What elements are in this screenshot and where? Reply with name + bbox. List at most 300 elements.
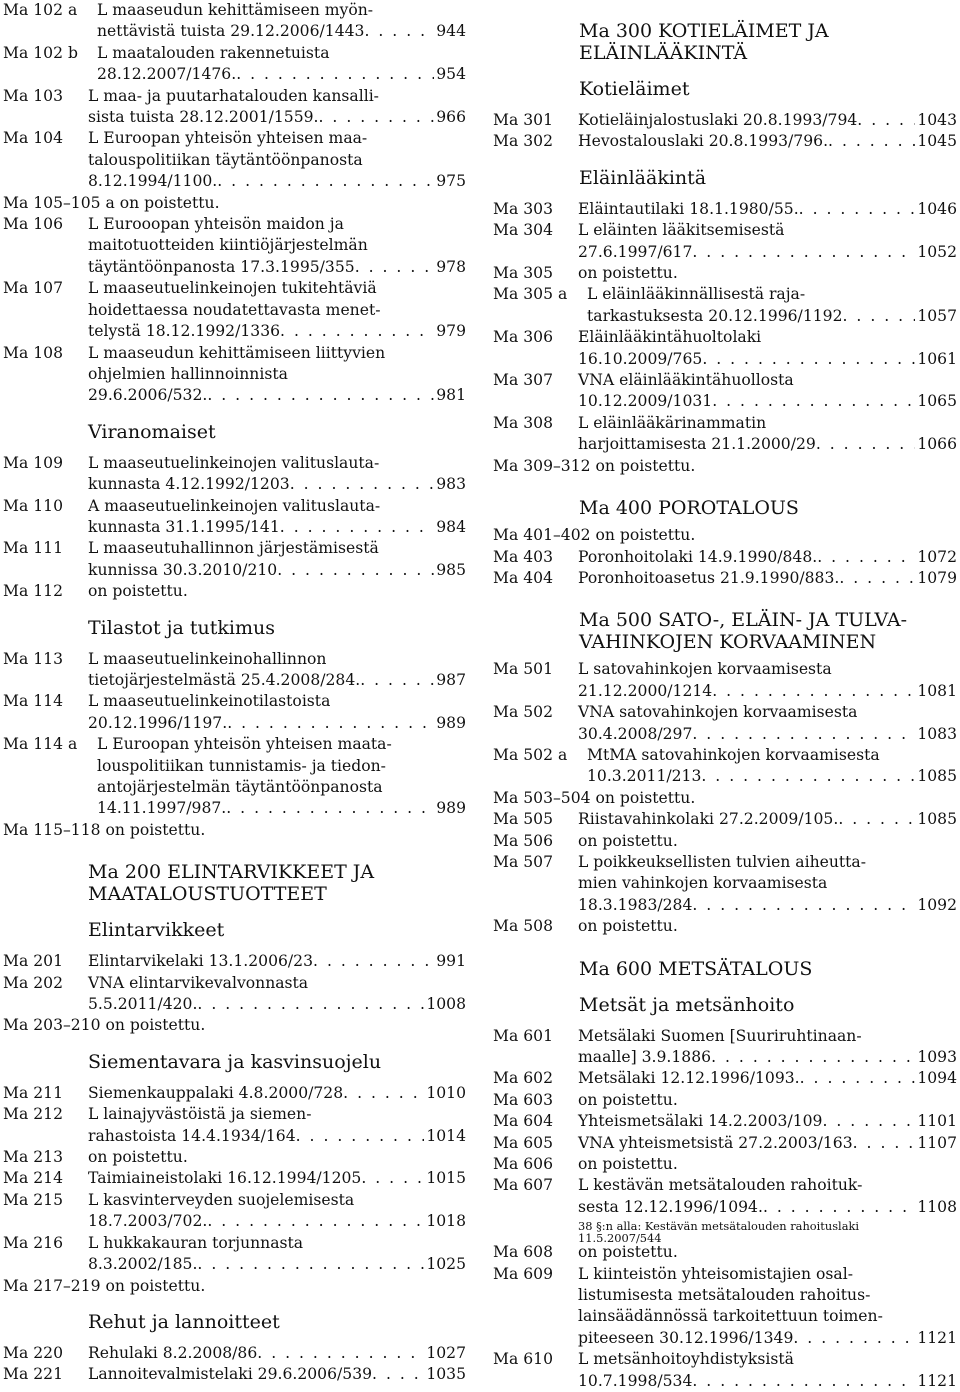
entry-last-line (88, 994, 466, 1015)
entry-title-line: L metsänhoitoyhdistyksistä (578, 1350, 794, 1369)
dot-leader (197, 1254, 424, 1275)
entry-last-line (578, 809, 957, 830)
entry-title-line: L lainajyvästöistä ja siemen- (88, 1105, 312, 1124)
entry-last-line (578, 1328, 957, 1349)
entry-code: Ma 102 b (3, 43, 78, 62)
dot-leader (236, 64, 434, 85)
index-entry (493, 1133, 957, 1154)
entry-title-line: L maaseudun kehittämiseen myön- (97, 1, 374, 19)
entry-last-line (578, 242, 957, 263)
entry-code: Ma 202 (3, 973, 63, 992)
main-heading-line: Ma 300 KOTIELÄIMET JA (579, 20, 829, 42)
entry-title-line: L Eurooopan yhteisön maidon ja (88, 215, 344, 234)
dot-leader (360, 670, 434, 691)
index-entry (493, 1068, 957, 1089)
page-number: 1065 (917, 392, 957, 411)
entry-title-line: MtMA satovahinkojen korvaamisesta (587, 745, 880, 764)
dot-leader (763, 1197, 915, 1218)
index-entry (493, 745, 957, 788)
entry-title-line: Metsälaki 12.12.1996/1093. (578, 1069, 800, 1088)
index-entry (3, 691, 466, 734)
page-number: 991 (436, 952, 466, 971)
page-number: 985 (436, 560, 466, 579)
index-entry (493, 1154, 957, 1175)
entry-code: Ma 113 (3, 649, 63, 668)
sub-heading: Tilastot ja tutkimus (88, 616, 276, 639)
removed-entry (493, 788, 957, 809)
entry-code: Ma 502 (493, 703, 553, 722)
entry-code: Ma 603 (493, 1090, 553, 1109)
index-entry (493, 1242, 957, 1263)
removed-entry (3, 820, 466, 841)
entry-last-line (578, 110, 957, 131)
page-number: 975 (436, 172, 466, 191)
index-entry (3, 581, 466, 602)
entry-last-line (88, 713, 466, 734)
entry-title-line: täytäntöönpanosta 17.3.1995/355 (88, 257, 355, 276)
index-entry (3, 951, 466, 972)
index-entry (3, 128, 466, 192)
entry-title-line: louspolitiikan tunnistamis- ja tiedon- (97, 756, 386, 775)
entry-code: Ma 307 (493, 371, 553, 390)
entry-title-line: VNA eläinlääkintähuollosta (578, 371, 794, 390)
page-number: 1010 (426, 1083, 466, 1102)
entry-code: Ma 114 (3, 692, 63, 711)
entry-title-line: Eläintautilaki 18.1.1980/55. (578, 199, 799, 218)
page-number: 1027 (426, 1343, 466, 1362)
main-heading-line: Ma 500 SATO-, ELÄIN- JA TULVA- (579, 609, 908, 632)
dot-leader (793, 1328, 915, 1349)
entry-title-line: ohjelmien hallinnoinnista (88, 364, 288, 383)
page-number: 983 (436, 475, 466, 494)
sub-heading: Metsät ja metsänhoito (579, 993, 795, 1016)
entry-title-line: L maaseutuelinkeinojen valituslauta- (88, 453, 380, 472)
entry-title-line: tietojärjestelmästä 25.4.2008/284. (88, 670, 361, 689)
entry-title-line: L maaseutuhallinnon järjestämisestä (88, 539, 379, 558)
index-entry (493, 327, 957, 370)
entry-code: Ma 401–402 (493, 526, 591, 545)
entry-title-line: L hukkakauran torjunnasta (88, 1233, 304, 1252)
entry-code: Ma 216 (3, 1233, 63, 1252)
page-number: 1081 (917, 681, 957, 700)
main-heading (88, 861, 466, 905)
entry-title-line: L Euroopan yhteisön yhteisen maata- (97, 735, 392, 754)
entry-title-line: L kiinteistön yhteisomistajien osal- (578, 1264, 853, 1283)
entry-last-line (88, 670, 466, 691)
page-number: 966 (436, 108, 466, 127)
entry-last-line (578, 568, 957, 589)
page-number: 1101 (917, 1112, 957, 1131)
dot-leader (701, 766, 915, 787)
index-entry (3, 538, 466, 581)
index-entry (493, 370, 957, 413)
entry-title-line: L maaseutuelinkeinojen tukitehtäviä (88, 279, 377, 298)
entry-code: Ma 217–219 (3, 1276, 101, 1295)
entry-title-line: VNA satovahinkojen korvaamisesta (578, 703, 858, 722)
entry-title-line: listumisesta metsätalouden rahoitus- (578, 1286, 871, 1305)
entry-last-line (578, 547, 957, 568)
entry-title-line: Poronhoitoasetus 21.9.1990/883. (578, 568, 840, 587)
dot-leader (227, 713, 434, 734)
entry-code: Ma 306 (493, 328, 553, 347)
entry-last-line (88, 107, 466, 128)
entry-title-line: on poistettu. (578, 1090, 678, 1109)
entry-title-line: Riistavahinkolaki 27.2.2009/105. (578, 810, 839, 829)
entry-title-line: on poistettu. (578, 1243, 678, 1262)
entry-title-line: 10.12.2009/1031 (578, 392, 713, 411)
dot-leader (277, 560, 434, 581)
entry-status: on poistettu. (105, 1016, 206, 1035)
entry-last-line (88, 1211, 466, 1232)
dot-leader (226, 798, 434, 819)
main-heading (579, 609, 957, 653)
right-column (493, 0, 957, 1392)
entry-last-line (97, 798, 466, 819)
entry-title-line: L maaseutuelinkeinohallinnon (88, 649, 327, 668)
sub-heading: Viranomaiset (88, 420, 216, 443)
index-entry (3, 278, 466, 342)
index-entry (493, 131, 957, 152)
sub-heading: Eläinlääkintä (579, 166, 707, 189)
page-number: 1035 (426, 1365, 466, 1384)
entry-title-line: on poistettu. (88, 582, 188, 601)
entry-title-line: L maaseudun kehittämiseen liittyvien (88, 343, 386, 362)
dot-leader (343, 1083, 424, 1104)
entry-code: Ma 220 (3, 1343, 63, 1362)
dot-leader (857, 110, 915, 131)
entry-code: Ma 110 (3, 496, 63, 515)
entry-title-line: L maaseutuelinkeinotilastoista (88, 692, 331, 711)
dot-leader (692, 1371, 915, 1392)
dot-leader (800, 1068, 916, 1089)
index-entry (3, 1190, 466, 1233)
entry-code: Ma 305 a (493, 285, 568, 304)
page-number: 1045 (917, 132, 957, 151)
entry-title-line: VNA yhteismetsistä 27.2.2003/163 (578, 1133, 853, 1152)
entry-last-line (88, 1083, 466, 1104)
removed-entry (3, 1276, 466, 1297)
page-number: 1008 (426, 995, 466, 1014)
entry-title-line: Rehulaki 8.2.2008/86 (88, 1343, 258, 1362)
entry-code: Ma 111 (3, 539, 63, 558)
index-entry (3, 496, 466, 539)
page-number: 1057 (917, 306, 957, 325)
page-number: 1093 (917, 1048, 957, 1066)
sub-heading: Elintarvikkeet (88, 919, 225, 942)
entry-last-line (578, 349, 957, 370)
index-entry (3, 214, 466, 278)
dot-leader (361, 1168, 424, 1189)
dot-leader (313, 951, 434, 972)
entry-code: Ma 114 a (3, 735, 78, 754)
index-entry (3, 343, 466, 407)
entry-title-line: sesta 12.12.1996/1094. (578, 1197, 763, 1216)
entry-title-line: Metsälaki Suomen [Suuriruhtinaan- (578, 1026, 862, 1045)
entry-title-line: VNA elintarvikevalvonnasta (88, 973, 309, 992)
removed-entry (493, 525, 957, 546)
entry-title-line: Hevostalouslaki 20.8.1993/796. (578, 132, 829, 151)
entry-title-line: on poistettu. (578, 917, 678, 936)
entry-title-line: Yhteismetsälaki 14.2.2003/109 (578, 1112, 823, 1131)
entry-title-line: tarkastuksesta 20.12.1996/1192 (587, 306, 843, 325)
dot-leader (296, 1126, 425, 1147)
main-heading (579, 20, 957, 64)
entry-code: Ma 608 (493, 1243, 553, 1262)
entry-title-line: antojärjestelmän täytäntöönpanosta (97, 778, 383, 796)
dot-leader (702, 349, 915, 370)
entry-title-line: 16.10.2009/765 (578, 349, 703, 368)
entry-title-line: Eläinlääkintähuoltolaki (578, 328, 762, 347)
main-heading-line: MAATALOUSTUOTTEET (88, 883, 327, 906)
entry-title-line: sista tuista 28.12.2001/1559. (88, 108, 319, 127)
index-entry (3, 1343, 466, 1364)
entry-status: on poistettu. (595, 526, 696, 545)
page-number: 984 (436, 517, 466, 536)
entry-last-line (88, 1168, 466, 1189)
dot-leader (217, 171, 434, 192)
entry-title-line: 10.3.2011/213 (587, 767, 702, 786)
index-entry (493, 263, 957, 284)
entry-title-line: talouspolitiikan täytäntöönpanosta (88, 150, 363, 169)
entry-last-line (578, 434, 957, 455)
entry-last-line (587, 306, 957, 327)
entry-last-line (587, 766, 957, 787)
page-number: 1014 (426, 1126, 466, 1145)
page-number: 1085 (917, 767, 957, 786)
entry-status: on poistettu. (119, 193, 220, 212)
dot-leader (712, 681, 915, 702)
entry-title-line: L eläinlääkärinammatin (578, 413, 767, 432)
entry-last-line (578, 391, 957, 412)
entry-status: on poistettu. (595, 456, 696, 475)
entry-code: Ma 221 (3, 1365, 63, 1384)
entry-code: Ma 105–105 a (3, 193, 115, 212)
entry-title-line: harjoittamisesta 21.1.2000/29 (578, 435, 816, 454)
page-number: 1108 (917, 1197, 957, 1216)
dot-leader (799, 199, 916, 220)
page-number: 1094 (917, 1069, 957, 1088)
entry-code: Ma 602 (493, 1069, 553, 1088)
entry-title-line: piteeseen 30.12.1996/1349 (578, 1328, 794, 1347)
entry-title-line: maalle] 3.9.1886 (578, 1048, 712, 1066)
entry-code: Ma 304 (493, 221, 553, 240)
entry-title-line: 27.6.1997/617 (578, 242, 693, 261)
entry-title-line: lainsäädännössä tarkoitettuun toimen- (578, 1307, 883, 1326)
index-entry (493, 831, 957, 852)
entry-code: Ma 508 (493, 917, 553, 936)
entry-last-line (578, 199, 957, 220)
page-number: 1052 (917, 242, 957, 261)
entry-last-line (578, 1047, 957, 1068)
entry-code: Ma 112 (3, 582, 63, 601)
entry-title-line: telystä 18.12.1992/1336 (88, 322, 281, 341)
entry-title-line: L satovahinkojen korvaamisesta (578, 660, 832, 679)
entry-title-line: 14.11.1997/987. (97, 799, 227, 818)
index-entry (493, 1090, 957, 1111)
sub-heading: Kotieläimet (579, 78, 690, 100)
index-entry (493, 547, 957, 568)
removed-entry (3, 1015, 466, 1036)
page-number: 1061 (917, 349, 957, 368)
main-heading-line: Ma 200 ELINTARVIKKEET JA (88, 861, 375, 884)
index-entry (3, 1147, 466, 1168)
entry-title-line: Taimiaineistolaki 16.12.1994/1205 (88, 1169, 362, 1188)
entry-title-line: 18.7.2003/702. (88, 1212, 208, 1231)
entry-status: on poistettu. (595, 788, 696, 807)
entry-title-line: kunnissa 30.3.2010/210 (88, 560, 278, 579)
entry-code: Ma 609 (493, 1264, 553, 1283)
removed-entry (3, 193, 466, 214)
page-number: 1092 (917, 895, 957, 914)
entry-title-line: on poistettu. (578, 264, 678, 283)
entry-last-line (97, 64, 466, 85)
page-number: 1083 (917, 724, 957, 743)
page-number: 1046 (917, 199, 957, 218)
entry-code: Ma 301 (493, 111, 553, 129)
entry-code: Ma 212 (3, 1105, 63, 1124)
entry-title-line: A maaseutuelinkeinojen valituslauta- (88, 496, 381, 515)
entry-note: 38 §:n alla: Kestävän metsätalouden rahoituslaki (578, 1219, 860, 1234)
page-number: 989 (436, 713, 466, 732)
entry-last-line (88, 321, 466, 342)
entry-title-line: L poikkeuksellisten tulvien aiheutta- (578, 852, 866, 871)
entry-code: Ma 506 (493, 831, 553, 850)
entry-title-line: 10.7.1998/534 (578, 1371, 693, 1390)
index-entry (493, 1264, 957, 1350)
entry-title-line: L eläinlääkinnällisestä raja- (587, 285, 806, 304)
entry-last-line (88, 171, 466, 192)
entry-code: Ma 502 a (493, 745, 568, 764)
dot-leader (197, 994, 424, 1015)
entry-code: Ma 308 (493, 413, 553, 432)
page-number: 1066 (917, 435, 957, 454)
entry-code: Ma 610 (493, 1350, 553, 1369)
entry-code: Ma 106 (3, 215, 63, 234)
entry-code: Ma 109 (3, 453, 63, 472)
dot-leader (712, 391, 915, 412)
entry-last-line (578, 131, 957, 152)
entry-last-line (578, 1371, 957, 1392)
dot-leader (372, 1364, 424, 1385)
entry-last-line (578, 1133, 957, 1154)
page-number: 1079 (917, 568, 957, 587)
page-number: 944 (436, 22, 466, 41)
main-heading (579, 497, 957, 519)
index-entry (3, 973, 466, 1016)
entry-code: Ma 303 (493, 199, 553, 218)
removed-entry (493, 456, 957, 477)
entry-code: Ma 104 (3, 129, 63, 148)
entry-title-line: 18.3.1983/284 (578, 895, 693, 914)
index-entry (3, 1364, 466, 1385)
entry-code: Ma 404 (493, 568, 553, 587)
entry-last-line (578, 1068, 957, 1089)
dot-leader (822, 1111, 915, 1132)
entry-title-line: L eläinten lääkitsemisestä (578, 221, 785, 240)
page-number: 1085 (917, 810, 957, 829)
page-number: 989 (436, 799, 466, 818)
entry-title-line: L maa- ja puutarhatalouden kansalli- (88, 86, 379, 105)
page-number: 1072 (917, 547, 957, 566)
page-number: 954 (436, 65, 466, 84)
index-entry (3, 1168, 466, 1189)
dot-leader (817, 547, 915, 568)
dot-leader (692, 724, 915, 745)
dot-leader (816, 434, 915, 455)
entry-title-line: Kotieläinjalostuslaki 20.8.1993/794 (578, 111, 858, 129)
dot-leader (207, 1211, 424, 1232)
entry-last-line (578, 895, 957, 916)
index-entry (493, 284, 957, 327)
index-entry (493, 220, 957, 263)
page-number: 1043 (917, 111, 957, 129)
page-number: 987 (436, 670, 466, 689)
entry-last-line (97, 21, 466, 42)
index-entry (493, 659, 957, 702)
entry-code: Ma 115–118 (3, 820, 101, 839)
page-number: 1015 (426, 1169, 466, 1188)
page-number: 1121 (917, 1371, 957, 1390)
entry-code: Ma 107 (3, 279, 63, 298)
dot-leader (207, 385, 434, 406)
index-entry (493, 110, 957, 131)
entry-last-line (88, 1343, 466, 1364)
index-entry (3, 734, 466, 820)
entry-last-line (578, 1197, 957, 1218)
index-entry (493, 916, 957, 937)
main-heading-line: Ma 400 POROTALOUS (579, 497, 799, 520)
page-number: 1121 (917, 1328, 957, 1347)
dot-leader (290, 474, 435, 495)
dot-leader (838, 809, 915, 830)
entry-title-line: L kestävän metsätalouden rahoituk- (578, 1176, 863, 1195)
entry-last-line (578, 724, 957, 745)
entry-title-line: Lannoitevalmistelaki 29.6.2006/539 (88, 1365, 373, 1384)
entry-title-line: L maatalouden rakennetuista (97, 43, 330, 62)
entry-last-line (578, 1111, 957, 1132)
index-entry (3, 649, 466, 692)
entry-last-line (88, 385, 466, 406)
index-entry (493, 1349, 957, 1392)
entry-code: Ma 601 (493, 1026, 553, 1045)
dot-leader (319, 107, 435, 128)
entry-title-line: mien vahinkojen korvaamisesta (578, 874, 828, 893)
entry-title-line: Elintarvikelaki 13.1.2006/23 (88, 952, 314, 971)
main-heading-line: ELÄINLÄÄKINTÄ (579, 42, 748, 64)
page-number: 978 (436, 257, 466, 276)
dot-leader (828, 131, 915, 152)
dot-leader (280, 321, 434, 342)
entry-title-line: Poronhoitolaki 14.9.1990/848. (578, 547, 818, 566)
entry-code: Ma 309–312 (493, 456, 591, 475)
entry-title-line: maitotuotteiden kiintiöjärjestelmän (88, 236, 368, 255)
sub-heading: Rehut ja lannoitteet (88, 1310, 280, 1333)
main-heading-line: Ma 600 METSÄTALOUS (579, 957, 813, 980)
entry-title-line: rahastoista 14.4.1934/164 (88, 1126, 296, 1145)
index-entry (3, 453, 466, 496)
page-number: 1025 (426, 1255, 466, 1274)
entry-code: Ma 604 (493, 1112, 553, 1131)
index-entry (3, 43, 466, 86)
entry-code: Ma 505 (493, 810, 553, 829)
dot-leader (711, 1047, 915, 1068)
entry-last-line (88, 1364, 466, 1385)
entry-code: Ma 605 (493, 1133, 553, 1152)
entry-title-line: nettävistä tuista 29.12.2006/1443 (97, 22, 365, 41)
index-entry (493, 568, 957, 589)
entry-title-line: on poistettu. (88, 1148, 188, 1167)
entry-code: Ma 214 (3, 1169, 63, 1188)
